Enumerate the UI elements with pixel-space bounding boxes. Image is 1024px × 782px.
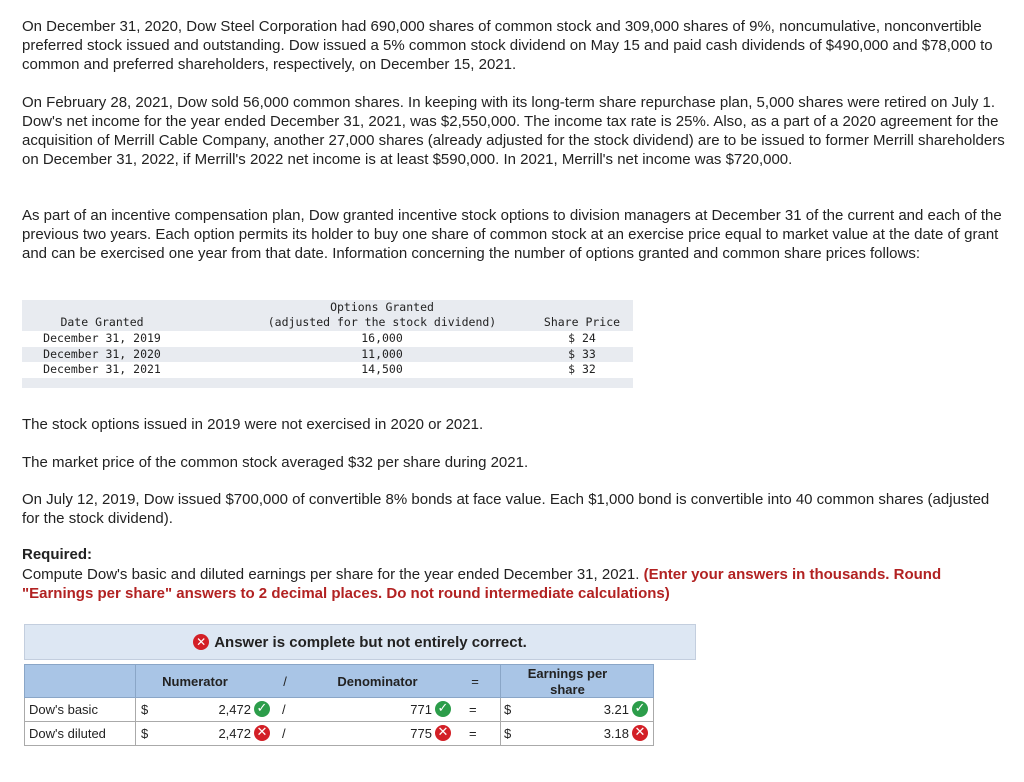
row-date: December 31, 2019 — [43, 331, 161, 345]
eps-header: Earnings per share — [527, 666, 608, 697]
slash-header: / — [283, 674, 287, 689]
numerator-input[interactable]: 2,472 — [218, 702, 251, 717]
row-price: $ 32 — [568, 362, 596, 376]
row-label: Dow's diluted — [29, 726, 106, 741]
required-heading: Required: — [22, 546, 93, 563]
correct-icon: ✓ — [435, 701, 451, 717]
table-row — [24, 698, 654, 722]
denominator-input[interactable]: 771 — [410, 702, 432, 717]
table-row — [22, 331, 633, 347]
paragraph-market-price: The market price of the common stock averaged $32 per share during 2021. — [22, 454, 529, 471]
required-note: (Enter your answers in thousands. Round "Earnings per share" answers to 2 decimal places. Do not round intermediate calculations) — [22, 566, 942, 602]
denominator-header: Denominator — [337, 674, 418, 689]
dollar-sign: $ — [504, 702, 512, 717]
answer-table — [24, 664, 654, 744]
row-date: December 31, 2020 — [43, 346, 161, 361]
dollar-sign: $ — [141, 726, 149, 741]
paragraph-options-not-exercised: The stock options issued in 2019 were not exercised in 2020 or 2021. — [22, 416, 484, 433]
dollar-sign: $ — [141, 702, 149, 717]
eps-input[interactable]: 3.18 — [603, 726, 629, 741]
dollar-sign: $ — [504, 726, 512, 741]
options-header-line2: (adjusted for the stock dividend) — [267, 315, 497, 329]
equals: = — [469, 702, 477, 717]
required-instructions — [22, 565, 1002, 603]
slash: / — [282, 702, 286, 717]
options-table — [22, 300, 633, 388]
paragraph-share-changes: On February 28, 2021, Dow sold 56,000 common shares. In keeping with its long-term share repurchase plan, 5,000 shares were retired on July 1. Dow's net income for the year ended December 31, 2021, was $2,550,000. The income tax rate is 25%. Also, as a part of a 2020 agreement for the acquisition of Merrill Cable Company, another 27,000 shares (already adjusted for the stock dividend) are to be issued to former Merrill shareholders on December 31, 2022, if Merrill's 2022 net income is at least $590,000. In 2021, Merrill's net income was $720,000. — [22, 94, 1005, 168]
row-price: $ 33 — [568, 346, 596, 361]
correct-icon: ✓ — [254, 701, 270, 717]
numerator-input[interactable]: 2,472 — [218, 726, 251, 741]
required-text: Compute Dow's basic and diluted earnings per share for the year ended December 31, 2021. — [22, 566, 640, 583]
incorrect-icon: ✕ — [435, 725, 451, 741]
row-options: 16,000 — [361, 331, 403, 345]
row-date: December 31, 2021 — [43, 362, 161, 376]
row-label: Dow's basic — [29, 702, 98, 717]
incorrect-icon: ✕ — [193, 634, 209, 650]
row-options: 14,500 — [361, 362, 403, 376]
correct-icon: ✓ — [632, 701, 648, 717]
row-price: $ 24 — [568, 331, 596, 345]
price-header: Share Price — [543, 315, 621, 329]
paragraph-share-info: On December 31, 2020, Dow Steel Corporation had 690,000 shares of common stock and 309,000 shares of 9%, noncumulative, nonconvertible preferred stock issued and outstanding. Dow issued a 5% common stock dividend on May 15 and paid cash dividends of $490,000 and $78,000 to common and preferred shareholders, respectively, on December 15, 2021. — [22, 18, 993, 73]
options-table-header — [22, 300, 633, 331]
table-row — [22, 347, 633, 363]
answer-table-header — [24, 664, 654, 698]
paragraph-convertible-bonds: On July 12, 2019, Dow issued $700,000 of convertible 8% bonds at face value. Each $1,000 bond is convertible into 40 common shares (adjusted for the stock dividend). — [22, 491, 990, 527]
numerator-header: Numerator — [162, 674, 228, 689]
table-row — [22, 362, 633, 378]
denominator-input[interactable]: 775 — [410, 726, 432, 741]
options-header-line1: Options Granted — [330, 300, 434, 314]
paragraph-stock-options: As part of an incentive compensation plan, Dow granted incentive stock options to division managers at December 31 of the current and each of the previous two years. Each option permits its holder to buy one share of common stock at an exercise price equal to market value at the date of grant and can be exercised one year from that date. Information concerning the number of options granted and common share prices follows: — [22, 207, 1002, 262]
row-options: 11,000 — [361, 346, 403, 361]
equals-header: = — [471, 674, 479, 689]
table-row — [24, 722, 654, 746]
table-footer-band — [22, 378, 633, 388]
slash: / — [282, 726, 286, 741]
eps-input[interactable]: 3.21 — [603, 702, 629, 717]
equals: = — [469, 726, 477, 741]
date-header: Date Granted — [60, 315, 144, 329]
incorrect-icon: ✕ — [254, 725, 270, 741]
banner-text: Answer is complete but not entirely correct. — [214, 633, 527, 651]
answer-status-banner — [24, 624, 696, 660]
incorrect-icon: ✕ — [632, 725, 648, 741]
